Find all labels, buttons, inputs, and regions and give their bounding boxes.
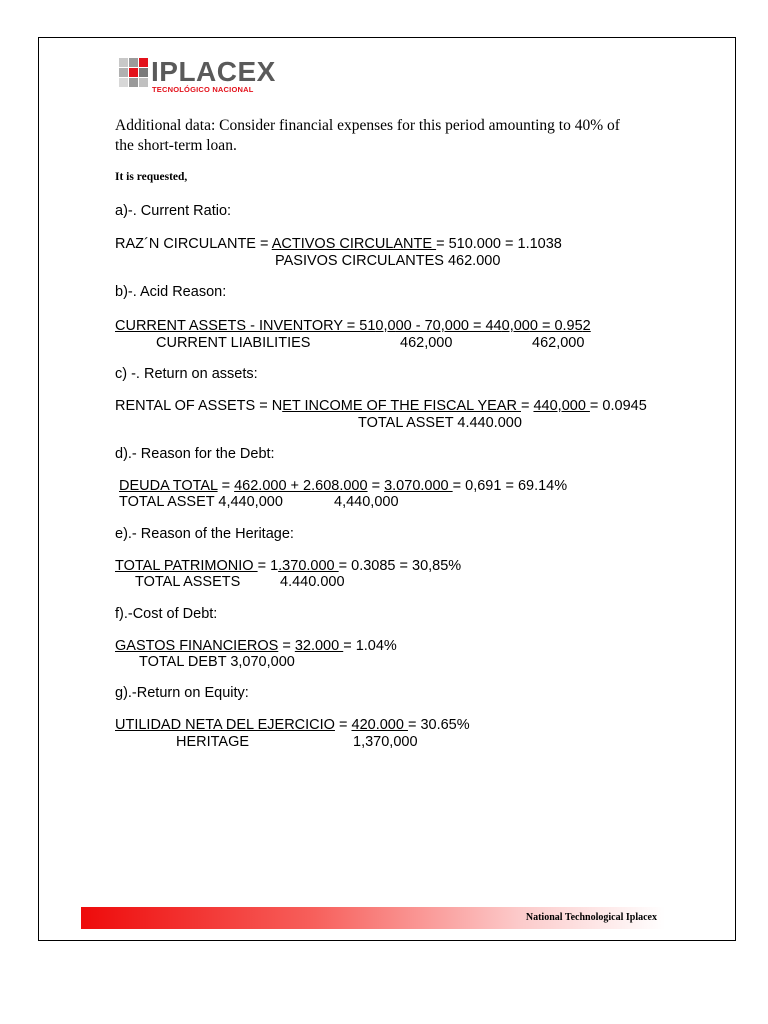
formula-numerator: DEUDA TOTAL xyxy=(119,478,218,494)
formula-result: = 0.3085 = 30,85% xyxy=(338,558,462,574)
section-a-heading: a)-. Current Ratio: xyxy=(115,203,232,219)
section-c-heading: c) -. Return on assets: xyxy=(115,366,258,382)
formula-numerator: ACTIVOS CIRCULANTE xyxy=(271,236,437,252)
formula-numerator: ET INCOME OF THE FISCAL YEAR xyxy=(282,398,521,414)
formula-text: CURRENT ASSETS - INVENTORY = 51 xyxy=(115,318,376,334)
section-d-formula xyxy=(119,478,567,495)
formula-numerator: 420.000 xyxy=(351,717,408,733)
formula-result: = 30.65% xyxy=(407,717,470,733)
section-g-value: 1,370,000 xyxy=(353,734,418,750)
formula-result: = 0.0945 xyxy=(589,398,647,414)
document-page xyxy=(38,37,736,941)
section-f-formula xyxy=(115,638,397,655)
formula-text: = xyxy=(367,478,385,494)
formula-result: = 1.04% xyxy=(343,638,397,654)
section-b-value-1: 462,000 xyxy=(400,335,453,351)
footer-bar xyxy=(81,907,665,929)
section-d-denominator: TOTAL ASSET 4,440,000 xyxy=(119,494,283,510)
formula-text: = 1 xyxy=(257,558,279,574)
formula-text: 0 = 0.95 xyxy=(529,318,583,334)
iplacex-logo xyxy=(119,58,279,94)
formula-text: 0,0 xyxy=(375,318,396,334)
section-b-heading: b)-. Acid Reason: xyxy=(115,284,227,300)
section-f-heading: f).-Cost of Debt: xyxy=(115,606,218,622)
formula-text: = xyxy=(334,717,352,733)
formula-numerator: 462.000 + 2.608.000 xyxy=(234,478,368,494)
intro-paragraph: Additional data: Consider financial expenses for this period amounting to 40% of the short-term loan. xyxy=(115,117,620,154)
section-c-formula xyxy=(115,398,647,415)
formula-text: = xyxy=(520,398,534,414)
section-f-denominator: TOTAL DEBT 3,070,000 xyxy=(139,654,295,670)
section-b-value-2: 462,000 xyxy=(532,335,585,351)
section-e-value: 4.440.000 xyxy=(280,574,345,590)
section-c-denominator: TOTAL ASSET 4.440.000 xyxy=(358,415,522,431)
formula-text: 2 xyxy=(582,318,591,334)
formula-text: 00 - 70,000 = 44 xyxy=(395,318,502,334)
logo-subtitle: TECNOLÓGICO NACIONAL xyxy=(152,85,254,94)
section-a-denominator: PASIVOS CIRCULANTES 462.000 xyxy=(275,253,501,269)
formula-result: = 510.000 = 1.1038 xyxy=(436,236,562,252)
section-a-formula xyxy=(115,236,562,253)
formula-numerator: TOTAL PATRIMONIO xyxy=(115,558,258,574)
section-g-formula xyxy=(115,717,470,734)
formula-text: = xyxy=(278,638,295,654)
formula-numerator: 3.070.000 xyxy=(384,478,453,494)
logo-name: IPLACEX xyxy=(151,56,276,87)
formula-text: RENTAL OF ASSETS = N xyxy=(115,398,283,414)
logo-squares-icon xyxy=(119,58,149,88)
section-b-formula xyxy=(115,318,591,335)
formula-numerator: UTILIDAD NETA DEL EJERCICIO xyxy=(115,717,335,733)
requested-label: It is requested, xyxy=(115,171,188,183)
footer-text: National Technological Iplacex xyxy=(525,912,657,923)
section-e-formula xyxy=(115,558,461,575)
section-g-denominator: HERITAGE xyxy=(176,734,250,750)
section-e-heading: e).- Reason of the Heritage: xyxy=(115,526,294,542)
formula-numerator: GASTOS FINANCIEROS xyxy=(115,638,279,654)
section-e-denominator: TOTAL ASSETS xyxy=(135,574,241,590)
formula-result: = 0,691 = 69.14% xyxy=(452,478,568,494)
formula-text: RAZ´N CIRCULANTE = xyxy=(115,236,272,252)
section-d-heading: d).- Reason for the Debt: xyxy=(115,446,275,462)
formula-numerator: .370.000 xyxy=(278,558,339,574)
formula-numerator: 32.000 xyxy=(294,638,344,654)
formula-text: = xyxy=(217,478,235,494)
section-d-value: 4,440,000 xyxy=(334,494,399,510)
formula-numerator: 440,000 xyxy=(533,398,590,414)
formula-text: 0,00 xyxy=(501,318,530,334)
section-b-denominator: CURRENT LIABILITIES xyxy=(156,335,311,351)
section-g-heading: g).-Return on Equity: xyxy=(115,685,249,701)
